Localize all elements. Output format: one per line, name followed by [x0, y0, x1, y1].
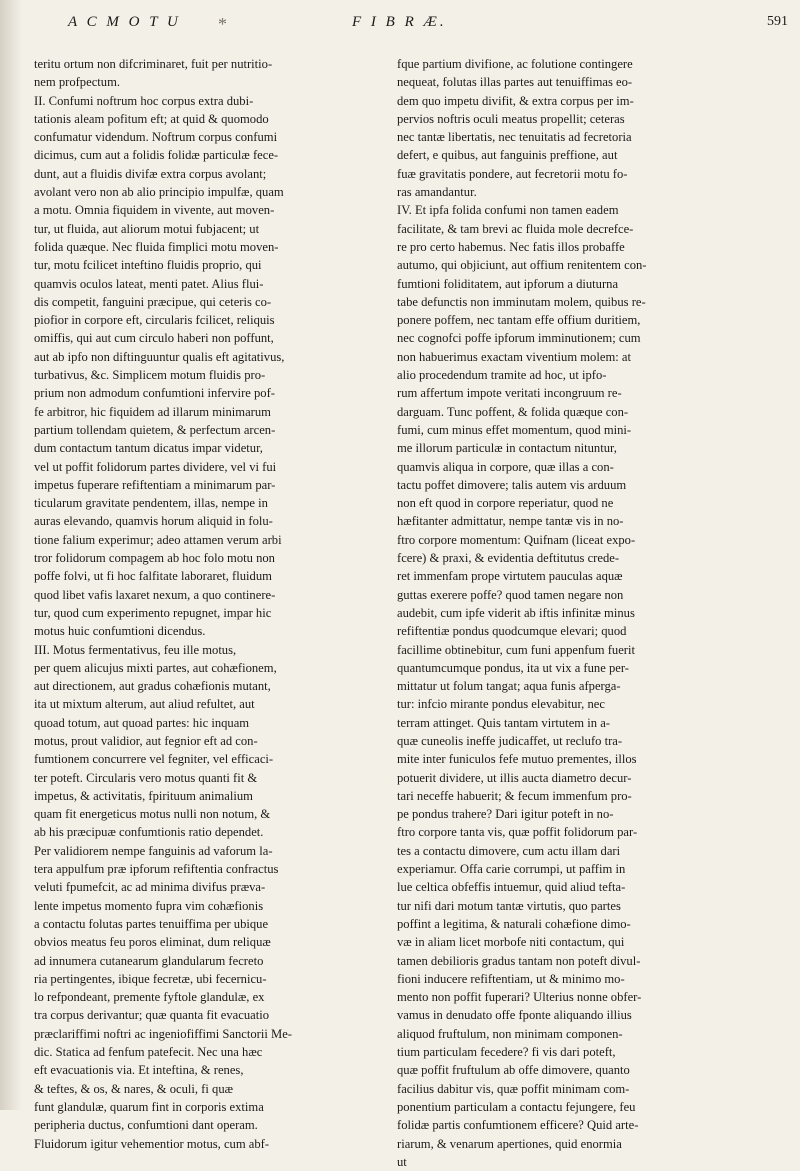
- left-column-line: folida quæque. Nec fluida fimplici motu moven-: [34, 239, 279, 254]
- right-column-line: tamen debilioris gradus tantam non poteft divul-: [397, 953, 641, 968]
- left-column-line: tationis aleam pofitum eft; at quid & quomodo: [34, 111, 269, 126]
- left-column-line: avolant vero non ab alio principio impulfæ, quam: [34, 185, 284, 200]
- left-column-line: ab his præcipuæ confumtionis ratio dependet.: [34, 825, 264, 840]
- right-column-line: ftro corpore tanta vis, quæ poffit folidorum par-: [397, 825, 638, 840]
- left-column-line: quod libet vafis laxaret nexum, a quo continere-: [34, 587, 276, 602]
- right-column-line: facillime obtinebitur, cum funi appenfum fuerit: [397, 642, 636, 657]
- right-column-line: non habuerimus exactam viventium molem: at: [397, 349, 631, 364]
- left-text-column: [34, 55, 388, 1153]
- left-column-line: lo refpondeant, premente fyftole glandulæ, ex: [34, 990, 265, 1005]
- right-column-line: facilitate, & tam brevi ac fluida mole decrefce-: [397, 221, 634, 236]
- right-column-line: fuæ gravitatis pondere, aut fecretorii motu fo-: [397, 166, 628, 181]
- right-column-line: experiamur. Offa carie corrumpi, ut paffim in: [397, 862, 626, 877]
- left-column-line: tera appulfum præ ipforum refiftentia confractus: [34, 862, 279, 877]
- left-column-line: impetus, & activitatis, fpirituum animalium: [34, 788, 253, 803]
- right-column-line: mite inter funiculos fefe mutuo prementes, illos: [397, 752, 637, 767]
- left-column-line: aut directionem, aut gradus cohæfionis mutant,: [34, 679, 271, 694]
- running-head: [34, 14, 794, 50]
- left-column-line: motus, prout validior, aut fegnior eft ad con-: [34, 733, 258, 748]
- right-column-line: ras amandantur.: [397, 185, 477, 200]
- running-head-left: A C M O T U: [68, 14, 181, 30]
- left-column-line: tione falium experimur; adeo attamen verum arbi: [34, 532, 282, 547]
- right-column-line: non eft quod in corpore reperiatur, quod ne: [397, 496, 614, 511]
- left-column-line: teritu ortum non difcriminaret, fuit per nutritio-: [34, 57, 273, 71]
- right-column-line: pe pondus trahere? Dari igitur poteft in no-: [397, 807, 614, 822]
- left-column-line: II. Confumi noftrum hoc corpus extra dubi-: [34, 93, 254, 108]
- right-column-line: tur nifi dari motum tantæ virtutis, quo partes: [397, 898, 621, 913]
- right-column-line: nec cognofci poffe ipforum imminutionem; cum: [397, 331, 641, 346]
- left-column-line: tur, ut fluida, aut aliorum motui fubjacent; ut: [34, 221, 260, 236]
- right-column-line: fumtioni foliditatem, aut ipforum a diuturna: [397, 276, 619, 291]
- left-column-line: piofior in corpore eft, circularis fcilicet, reliquis: [34, 313, 275, 328]
- right-column-line: tari neceffe habuerit; & fecum immenfum pro-: [397, 788, 632, 803]
- right-column-line: hæfitanter admittatur, nempe tantæ vis in no-: [397, 514, 624, 529]
- right-column-line: riarum, & venarum apertiones, quid enormia: [397, 1136, 622, 1151]
- left-column-line: poffe folvi, ut fi hoc falfitate laboraret, fluidum: [34, 569, 272, 584]
- left-column-line: veluti fpumefcit, ac ad minima divifus præva-: [34, 880, 266, 895]
- right-column-line: alio procedendum tramite ad hoc, ut ipfo-: [397, 368, 607, 383]
- right-column-line: quamvis aliqua in corpore, quæ illas a con-: [397, 459, 614, 474]
- left-column-line: dicimus, cum aut a folidis folidæ particulæ fece-: [34, 148, 279, 163]
- right-column-line: pervios noftris oculi meatus propellit; ceteras: [397, 111, 625, 126]
- right-column-line: ret immenfam prope virtutem pauculas aquæ: [397, 569, 623, 584]
- left-column-line: obvios meatus feu poros eliminat, dum reliquæ: [34, 935, 271, 950]
- left-column-line: quam fit energeticus motus nulli non notum, &: [34, 807, 271, 822]
- left-column-line: vel ut poffit folidorum partes dividere, vel vi fui: [34, 459, 277, 474]
- right-column-line: tactu poffet dimovere; talis autem vis arduum: [397, 477, 627, 492]
- right-column-line: quæ cuneolis ineffe judicaffet, ut reclufo tra-: [397, 733, 623, 748]
- left-column-line: quoad totum, aut quoad partes: hic inquam: [34, 715, 250, 730]
- left-column-line: dum contactum tantum dicatus impar videtur,: [34, 441, 263, 456]
- right-column-line: me illorum particulæ in contactum nituntur,: [397, 441, 617, 456]
- left-column-line: tur, quod cum experimento repugnet, impar hic: [34, 605, 272, 620]
- left-column-line: & teftes, & os, & nares, & oculi, fi quæ: [34, 1081, 234, 1096]
- right-column-line: terram attinget. Quis tantam virtutem in a-: [397, 715, 610, 730]
- left-column-line: nem profpectum.: [34, 75, 121, 90]
- right-text-column: [397, 55, 769, 1171]
- left-column-line: fe arbitror, hic fiquidem ad illarum minimarum: [34, 404, 271, 419]
- right-column-line: ftro corpore momentum: Quifnam (liceat expo-: [397, 532, 636, 547]
- left-column-line: motus huic confumtioni dicendus.: [34, 624, 206, 639]
- left-column-line: turbativus, &c. Simplicem motum fluidis pro-: [34, 368, 266, 383]
- right-column-line: guttas exerere poffe? quod tamen negare non: [397, 587, 624, 602]
- left-column-line: aut ab ipfo non diftinguuntur qualis eft agitativus,: [34, 349, 285, 364]
- right-column-line: ponere poffem, nec tantam effe offium duritiem,: [397, 313, 641, 328]
- left-column-line: a motu. Omnia fiquidem in vivente, aut moven-: [34, 203, 275, 218]
- right-column-line: quantumcumque pondus, ita ut vix a fune per-: [397, 660, 629, 675]
- left-column-line: quamvis oculos lateat, menti patet. Alius flui-: [34, 276, 264, 291]
- left-column-line: præclariffimi noftri ac ingeniofiffimi Sanctorii Me-: [34, 1026, 292, 1041]
- right-column-line: quæ poffit fruftulum ab offe dimovere, quanto: [397, 1063, 630, 1078]
- right-column-line: fumi, cum minus effet momentum, quod mini-: [397, 422, 632, 437]
- right-column-line: ponentium particulam a contactu fejungere, feu: [397, 1099, 636, 1114]
- right-column-line: darguam. Tunc poffent, & folida quæque con-: [397, 404, 629, 419]
- right-column-line: rum affertum impote veritati incongruum re-: [397, 386, 622, 401]
- left-column-line: dis competit, fanguini præcipue, qui ceteris co-: [34, 294, 272, 309]
- right-column-line: refiftentiæ pondus quodcumque elevari; quod: [397, 624, 627, 639]
- right-column-line: tes a contactu dimovere, cum actu illam dari: [397, 843, 621, 858]
- left-column-line: confumatur videndum. Noftrum corpus confumi: [34, 130, 278, 145]
- right-column-line: folidæ partis confumtionem efficere? Quid arte-: [397, 1118, 639, 1133]
- left-column-line: omiffis, qui aut cum circulo haberi non poffunt,: [34, 331, 274, 346]
- right-column-line: nec tantæ libertatis, nec tenuitatis ad fecretoria: [397, 130, 632, 145]
- right-column-line: autumo, qui objiciunt, aut offium renitentem con-: [397, 258, 647, 273]
- left-column-line: auras elevando, quamvis horum aliquid in folu-: [34, 514, 273, 529]
- right-column-line: dem quo impetu divifit, & extra corpus per im-: [397, 93, 634, 108]
- left-column-line: Per validiorem nempe fanguinis ad vaforum la-: [34, 843, 273, 858]
- running-head-right: F I B R Æ.: [352, 14, 447, 30]
- right-column-line: defert, e quibus, aut fanguinis preffione, aut: [397, 148, 618, 163]
- left-column-line: eft evacuationis via. Et inteftina, & renes,: [34, 1063, 244, 1078]
- right-column-line: mento non poffit fuperari? Ulterius nonne obfer-: [397, 990, 642, 1005]
- page-fold-shadow: [0, 0, 22, 1110]
- right-column-line: ut: [397, 1154, 407, 1169]
- left-column-line: partium tollendam quietem, & perfectum arcen-: [34, 422, 276, 437]
- right-column-line: væ in aliam licet morbofe niti contactum, qui: [397, 935, 625, 950]
- page-number: 591: [767, 14, 788, 29]
- left-column-line: prium non admodum confumtioni infervire pof-: [34, 386, 275, 401]
- right-column-line: fque partium divifione, ac folutione contingere: [397, 57, 633, 71]
- right-column-line: fioni inducere refiftentiam, ut & minimo mo-: [397, 971, 625, 986]
- left-column-line: ad innumera cutanearum glandularum fecreto: [34, 953, 264, 968]
- left-column-line: ticularum gravitate pendentem, illas, nempe in: [34, 496, 268, 511]
- right-column-line: potuerit dividere, ut illis aucta diametro decur-: [397, 770, 632, 785]
- left-column-line: impetus fuperare refiftentiam a minimarum par-: [34, 477, 276, 492]
- left-column-line: peripheria ductus, confumtioni dant operam.: [34, 1118, 258, 1133]
- left-column-line: dic. Statica ad fenfum patefecit. Nec una hæc: [34, 1045, 263, 1060]
- left-column-line: funt glandulæ, quarum fint in corporis extima: [34, 1099, 264, 1114]
- left-column-line: tror folidorum compagem ab hoc folo motu non: [34, 551, 275, 566]
- right-column-line: facilius dabitur vis, quæ poffit minimam com-: [397, 1081, 630, 1096]
- left-column-line: dunt, aut a fluidis divifæ extra corpus avolant;: [34, 166, 267, 181]
- left-column-line: lente impetus momento fupra vim cohæfionis: [34, 898, 264, 913]
- right-column-line: mittatur ut folum tangat; aqua funis afperga-: [397, 679, 621, 694]
- left-column-line: III. Motus fermentativus, feu ille motus,: [34, 642, 237, 657]
- right-column-line: re pro certo habemus. Nec fatis illos probaffe: [397, 239, 625, 254]
- left-column-line: ter poteft. Circularis vero motus quanti fit &: [34, 770, 258, 785]
- right-column-line: tium particulam fecedere? fi vis dari poteft,: [397, 1045, 616, 1060]
- right-column-line: aliquod fruftulum, non minimam componen-: [397, 1026, 623, 1041]
- left-column-line: fumtionem concurrere vel fegniter, vel efficaci-: [34, 752, 274, 767]
- right-column-line: tabe defunctis non imminutam molem, quibus re-: [397, 294, 646, 309]
- right-column-line: tur: infcio mirante pondus elevabitur, nec: [397, 697, 605, 712]
- left-column-line: ita ut mixtum alterum, aut aliud refultet, aut: [34, 697, 255, 712]
- left-column-line: tra corpus derivantur; quæ quanta fit evacuatio: [34, 1008, 270, 1023]
- right-column-line: poffint a legitima, & naturali cohæfione dimo-: [397, 916, 631, 931]
- right-column-line: lue celtica obfeffis intuemur, quid aliud tefta-: [397, 880, 626, 895]
- left-column-line: Fluidorum igitur vehementior motus, cum abf-: [34, 1136, 270, 1151]
- left-column-line: ria pertingentes, ibique fecretæ, ubi fecernicu-: [34, 971, 267, 986]
- left-column-line: tur, motu fcilicet inteftino fluidis proprio, qui: [34, 258, 262, 273]
- right-column-line: fcere) & praxi, & evidentia deftitutus crede-: [397, 551, 620, 566]
- right-column-line: nequeat, folutas illas partes aut tenuiffimas eo-: [397, 75, 633, 90]
- right-column-line: audebit, cum ipfe viderit ab iftis infinitæ minus: [397, 605, 635, 620]
- right-column-line: vamus in denudato offe fponte aliquando illius: [397, 1008, 632, 1023]
- right-column-line: IV. Et ipfa folida confumi non tamen eadem: [397, 203, 619, 218]
- ornament-mark: *: [218, 14, 230, 34]
- left-column-line: a contactu folutas partes tenuiffima per ubique: [34, 916, 269, 931]
- left-column-line: per quem alicujus mixti partes, aut cohæfionem,: [34, 660, 277, 675]
